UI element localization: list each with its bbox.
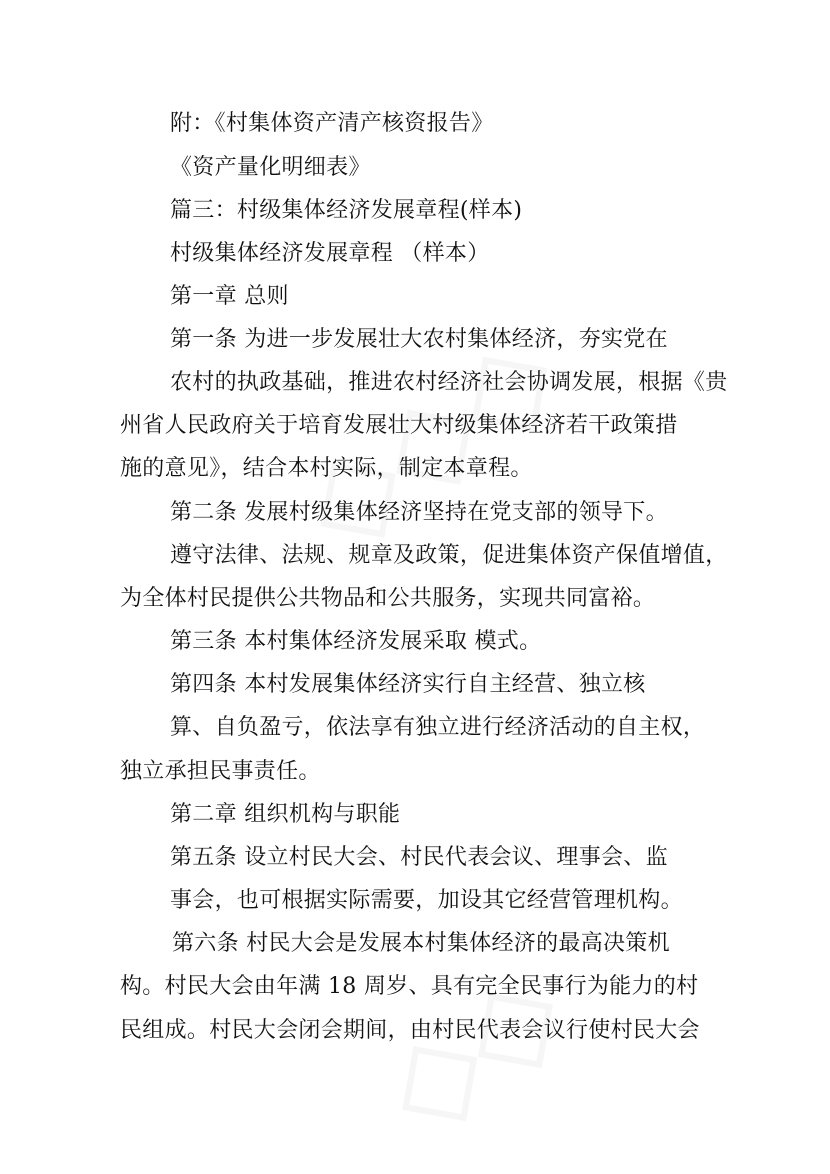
text-line-1: 附：《村集体资产清产核资报告》	[170, 111, 494, 136]
text-line-21: 构。村民大会由年满 18 周岁、具有完全民事行为能力的村	[120, 974, 699, 999]
text-line-15: 算、自负盈亏，依法享有独立进行经济活动的自主权，	[170, 715, 706, 740]
text-line-13: 第三条 本村集体经济发展采取 模式。	[170, 629, 542, 654]
watermark	[357, 940, 588, 1160]
text-line-4: 村级集体经济发展章程 （样本）	[170, 241, 490, 266]
text-line-11: 遵守法律、法规、规章及政策，促进集体资产保值增值，	[170, 543, 728, 568]
text-line-10: 第二条 发展村级集体经济坚持在党支部的领导下。	[170, 500, 668, 525]
chapter-heading-2: 第二章 组织机构与职能	[170, 802, 401, 827]
text-line-3: 篇三：村级集体经济发展章程(样本)	[170, 198, 523, 223]
text-line-6: 第一条 为进一步发展壮大农村集体经济，夯实党在	[170, 327, 668, 352]
text-line-16: 独立承担民事责任。	[120, 759, 321, 784]
text-line-19: 事会，也可根据实际需要，加设其它经营管理机构。	[170, 888, 683, 913]
chapter-heading-1: 第一章 总则	[170, 284, 289, 309]
text-line-9: 施的意见》，结合本村实际，制定本章程。	[120, 456, 533, 481]
text-line-12: 为全体村民提供公共物品和公共服务，实现共同富裕。	[120, 586, 656, 611]
text-line-18: 第五条 设立村民大会、村民代表会议、理事会、监	[170, 845, 668, 870]
text-line-20: 第六条 村民大会是发展本村集体经济的最高决策机	[172, 931, 670, 956]
text-line-8: 州省人民政府关于培育发展壮大村级集体经济若干政策措	[120, 413, 678, 438]
text-line-14: 第四条 本村发展集体经济实行自主经营、独立核	[170, 672, 646, 697]
text-line-22: 民组成。村民大会闭会期间，由村民代表会议行使村民大会	[120, 1018, 700, 1043]
text-line-2: 《资产量化明细表》	[170, 155, 371, 180]
text-line-7: 农村的执政基础，推进农村经济社会协调发展，根据《贵	[170, 370, 728, 395]
